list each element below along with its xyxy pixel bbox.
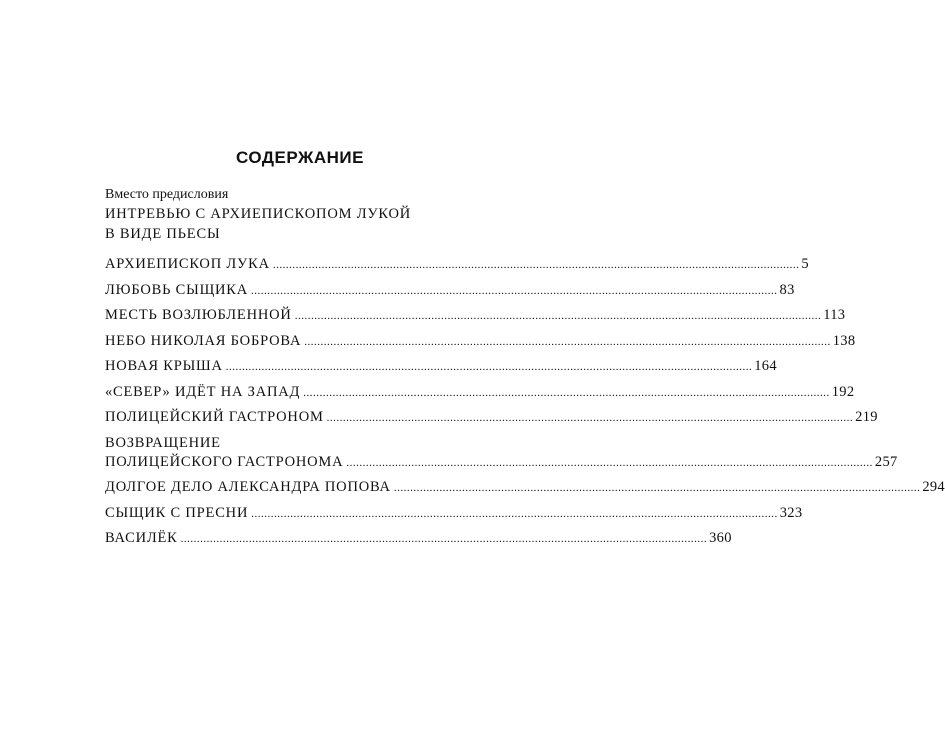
dot-leader: .................................................................................................................................................................. [251,507,778,520]
dot-leader: .................................................................................................................................................................. [346,456,873,469]
dot-leader: .................................................................................................................................................................. [304,335,831,348]
preface-title [105,204,470,244]
toc-entry[interactable] [105,504,803,523]
toc-entry[interactable] [105,306,846,325]
dot-leader: .................................................................................................................................................................. [225,361,753,373]
table-of-contents [105,186,945,555]
toc-entry-page: 5 [801,256,809,272]
toc-entry[interactable] [105,529,732,548]
dot-leader: .................................................................................................................................................................. [251,284,778,297]
toc-entry-title: ДОЛГОЕ ДЕЛО АЛЕКСАНДРА ПОПОВА [105,479,391,495]
toc-entry[interactable] [105,357,777,376]
toc-entry[interactable] [105,434,898,472]
toc-entry-title: МЕСТЬ ВОЗЛЮБЛЕННОЙ [105,307,292,323]
toc-entry-page: 113 [823,307,846,323]
toc-entry-title: ПОЛИЦЕЙСКИЙ ГАСТРОНОМ [105,409,324,425]
dot-leader: .................................................................................................................................................................. [303,386,830,399]
toc-entry-page: 323 [779,504,803,521]
page-title: СОДЕРЖАНИЕ [236,148,364,167]
toc-entry-page: 360 [709,530,732,546]
dot-leader: .................................................................................................................................................................. [393,482,921,494]
toc-entry[interactable] [105,281,795,300]
toc-entry[interactable] [105,383,855,402]
preface-title-line: В ВИДЕ ПЬЕСЫ [105,226,221,242]
toc-entry-title: НЕБО НИКОЛАЯ БОБРОВА [105,332,302,349]
toc-entry-title: ВАСИЛЁК [105,530,178,546]
toc-entry-title: НОВАЯ КРЫША [105,358,223,374]
dot-leader: .................................................................................................................................................................. [272,259,800,271]
toc-entry-page: 192 [831,383,855,400]
dot-leader: .................................................................................................................................................................. [180,533,708,545]
dot-leader: .................................................................................................................................................................. [294,310,822,322]
toc-entry-title: ВОЗВРАЩЕНИЕ ПОЛИЦЕЙСКОГО ГАСТРОНОМА [105,434,344,470]
toc-entry[interactable] [105,255,809,274]
toc-entry-title: «СЕВЕР» ИДЁТ НА ЗАПАД [105,383,301,400]
toc-entry-title: СЫЩИК С ПРЕСНИ [105,504,249,521]
toc-entry-page: 219 [855,409,878,425]
toc-entry-title: ЛЮБОВЬ СЫЩИКА [105,281,249,298]
dot-leader: .................................................................................................................................................................. [326,412,854,424]
toc-entry[interactable] [105,408,878,427]
toc-entry-page: 257 [874,453,898,470]
preface-note: Вместо предисловия [105,187,229,202]
toc-entry-page: 83 [779,281,795,298]
toc-entry[interactable] [105,332,856,351]
toc-entry-page: 294 [922,479,945,495]
toc-entry-page: 138 [832,332,856,349]
toc-entry[interactable] [105,478,945,497]
toc-entry-page: 164 [754,358,777,374]
toc-entry-title: АРХИЕПИСКОП ЛУКА [105,256,270,272]
preface-title-line: ИНТРЕВЬЮ С АРХИЕПИСКОПОМ ЛУКОЙ [105,206,412,222]
